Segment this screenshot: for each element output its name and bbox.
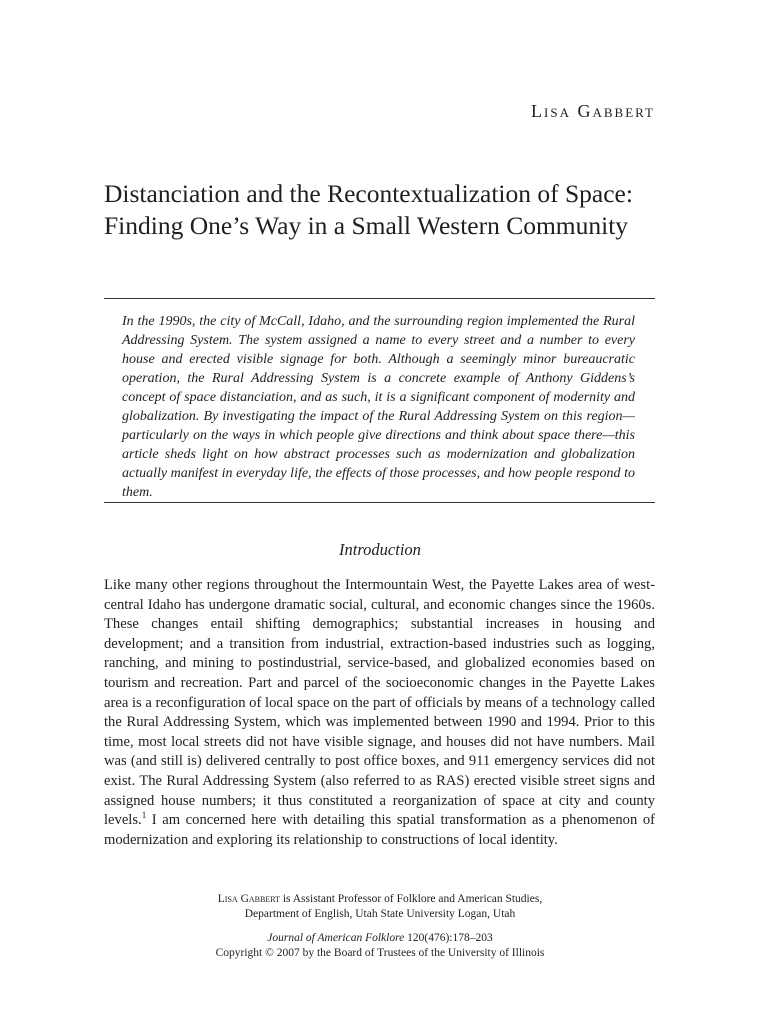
article-title: Distanciation and the Recontextualization of Space: Finding One’s Way in a Small Western Community — [104, 179, 633, 240]
running-head-author: Lisa Gabbert — [531, 101, 655, 121]
journal-citation: 120(476):178–203 — [404, 932, 493, 944]
abstract-top-rule — [104, 298, 655, 299]
copyright-line: Copyright © 2007 by the Board of Trustees of the University of Illinois — [215, 947, 545, 959]
bio-affiliation-1: is Assistant Professor of Folklore and American Studies, — [279, 893, 543, 905]
bio-author-name: Lisa Gabbert — [217, 893, 280, 905]
footnote-reference[interactable]: 1 — [141, 810, 147, 821]
abstract: In the 1990s, the city of McCall, Idaho, and the surrounding region implemented the Rural Addressing System. The system assigned a name to every street and a number to every house and erected visible signage for both. Although a seemingly minor bureaucratic operation, the Rural Addressing System is a concrete example of Anthony Giddens’s concept of space distanciation, and as such, it is a significant component of modernity and globalization. By investigating the impact of the Rural Addressing System on this region—particularly on the ways in which people give directions and think about space there—this article sheds light on how abstract processes such as modernization and globalization actually manifest in everyday life, the effects of those processes, and how people respond to them. — [122, 314, 635, 500]
journal-citation-line — [0, 931, 760, 946]
section-heading: Introduction — [339, 540, 421, 559]
body-text-part2: I am concerned here with detailing this spatial transformation as a phenomenon of modernization and exploring its relationship to constructions of local identity. — [104, 812, 655, 848]
abstract-bottom-rule — [104, 502, 655, 503]
first-page-footer — [0, 892, 760, 961]
author-bio-line2: Department of English, Utah State University Logan, Utah — [244, 908, 516, 920]
journal-name: Journal of American Folklore — [267, 932, 405, 944]
author-bio-line1 — [0, 892, 760, 907]
body-paragraph — [104, 576, 655, 850]
body-text-part1: Like many other regions throughout the Intermountain West, the Payette Lakes area of west-central Idaho has undergone dramatic social, cultural, and economic changes since the 1960s. These changes entail shifting demographics; substantial increases in housing and development; and a transition from industrial, extraction-based industries such as logging, ranching, and mining to postindustrial, service-based, and globalized economies based on tourism and recreation. Part and parcel of the socioeconomic changes in the Payette Lakes area is a reconfiguration of local space on the part of officials by means of a technology called the Rural Addressing System, which was implemented between 1990 and 1994. Prior to this time, most local streets did not have visible signage, and houses did not have numbers. Mail was (and still is) delivered centrally to post office boxes, and 911 emergency services did not exist. The Rural Addressing System (also referred to as RAS) erected visible street signs and assigned house numbers; it thus constituted a reorganization of space at city and county levels. — [104, 577, 655, 829]
